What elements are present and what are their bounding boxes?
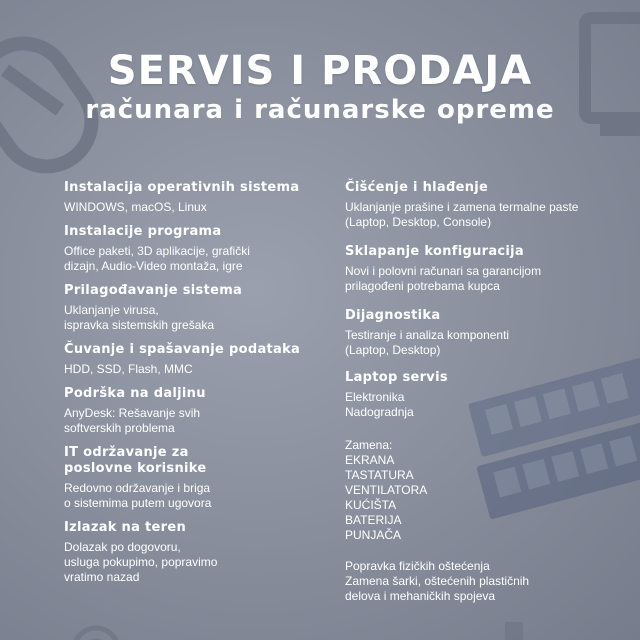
section-title: Čuvanje i spašavanje podataka xyxy=(64,342,301,357)
section-line: vratimo nazad xyxy=(64,570,140,584)
repair-info xyxy=(345,559,635,604)
right-column xyxy=(345,180,635,604)
section-title: Laptop servis xyxy=(345,370,448,385)
service-data-recovery xyxy=(64,342,324,377)
section-title: Instalacije programa xyxy=(64,224,222,239)
section-line: Uklanjanje prašine i zamena termalne paste xyxy=(345,200,579,214)
section-line: Nadogradnja xyxy=(345,405,414,419)
section-line: AnyDesk: Rešavanje svih xyxy=(64,406,201,420)
repair-line: delova i mehaničkih spojeva xyxy=(345,589,496,603)
section-title: Podrška na daljinu xyxy=(64,386,206,401)
section-line: (Laptop, Desktop) xyxy=(345,343,441,357)
service-program-install xyxy=(64,224,324,274)
service-system-tuning xyxy=(64,283,324,333)
section-line: Uklanjanje virusa, xyxy=(64,303,159,317)
section-title: Prilagođavanje sistema xyxy=(64,283,243,298)
page-subtitle: računara i računarske opreme xyxy=(85,95,555,125)
section-line: WINDOWS, macOS, Linux xyxy=(64,200,207,214)
section-line: usluga pokupimo, popravimo xyxy=(64,555,218,569)
section-line: softverskih problema xyxy=(64,421,175,435)
section-line: HDD, SSD, Flash, MMC xyxy=(64,362,193,376)
replacement-list xyxy=(345,438,635,543)
section-title: IT održavanje za xyxy=(64,445,189,460)
section-line: prilagođeni potrebama kupca xyxy=(345,279,500,293)
section-title: Instalacija operativnih sistema xyxy=(64,180,300,195)
list-item: KUĆIŠTA xyxy=(345,498,397,512)
section-title: Čišćenje i hlađenje xyxy=(345,180,489,195)
section-title-line2: poslovne korisnike xyxy=(64,461,207,476)
section-line: Novi i polovni računari sa garancijom xyxy=(345,264,542,278)
service-os-install xyxy=(64,180,324,215)
list-item: EKRANA xyxy=(345,453,395,467)
list-item: BATERIJA xyxy=(345,513,402,527)
section-line: dizajn, Audio-Video montaža, igre xyxy=(64,259,243,273)
service-remote-support xyxy=(64,386,324,436)
repair-line: Zamena šarki, oštećenih plastičnih xyxy=(345,574,530,588)
section-title: Dijagnostika xyxy=(345,308,441,323)
page-title: SERVIS I PRODAJA xyxy=(107,48,533,94)
section-line: Office paketi, 3D aplikacije, grafički xyxy=(64,244,250,258)
list-item: VENTILATORA xyxy=(345,483,428,497)
section-title: Izlazak na teren xyxy=(64,520,187,535)
service-it-maintenance xyxy=(64,445,324,511)
left-column xyxy=(64,180,324,594)
gear-icon xyxy=(74,628,118,640)
list-item: TASTATURA xyxy=(345,468,414,482)
section-line: Redovno održavanje i briga xyxy=(64,481,211,495)
service-configurations xyxy=(345,244,635,294)
list-item: PUNJAČA xyxy=(345,528,402,542)
repair-line: Popravka fizičkih oštećenja xyxy=(345,559,490,573)
section-line: Elektronika xyxy=(345,390,405,404)
replacement-heading: Zamena: xyxy=(345,438,393,452)
section-line: ispravka sistemskih grešaka xyxy=(64,318,215,332)
service-diagnostics xyxy=(345,308,635,358)
section-line: Dolazak po dogovoru, xyxy=(64,540,181,554)
service-field-visit xyxy=(64,520,324,585)
service-laptop xyxy=(345,370,635,420)
section-line: Testiranje i analiza komponenti xyxy=(345,328,510,342)
service-cleaning xyxy=(345,180,635,230)
section-line: o sistemima putem ugovora xyxy=(64,496,212,510)
section-title: Sklapanje konfiguracija xyxy=(345,244,524,259)
section-line: (Laptop, Desktop, Console) xyxy=(345,215,492,229)
